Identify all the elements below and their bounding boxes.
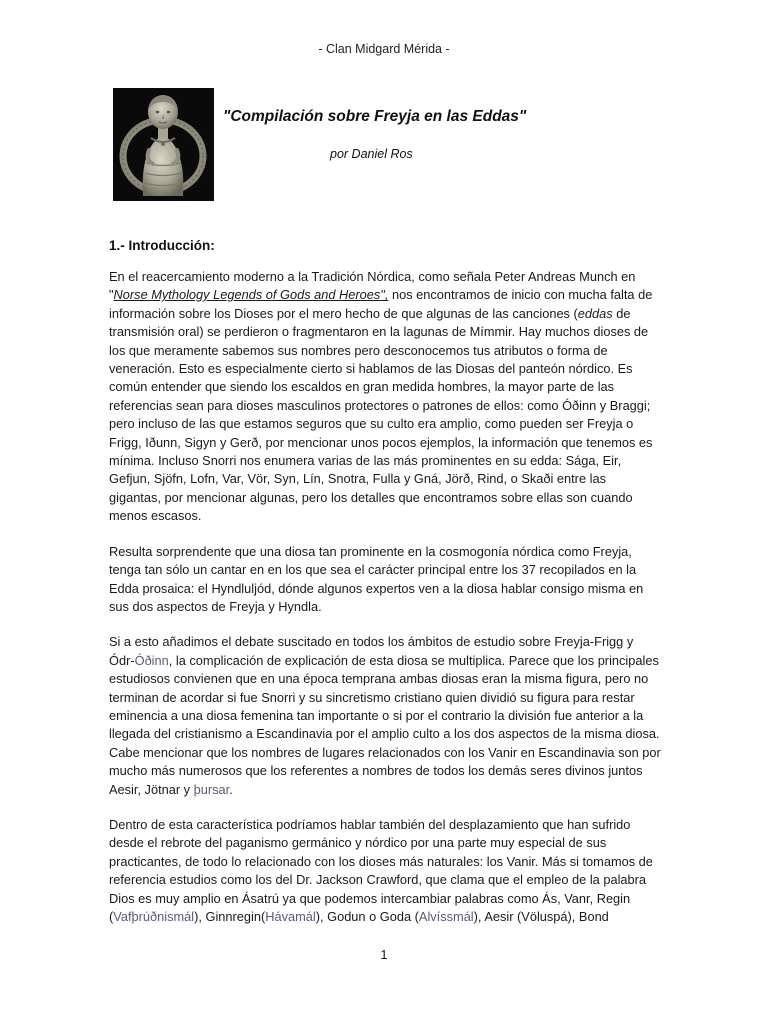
body-text xyxy=(109,268,661,943)
paragraph-3-text-b: , la complicación de explicación de esta diosa se multiplica. Parece que los principales estudiosos convienen que en una época temprana ambas diosas eran la misma figura, pero no terminan de acordar si fue Snorri y su sincretismo cristiano quien dividió su figura para restar eminencia a una diosa femenina tan importante o si por el contrario la división fue anterior a la llegada del cristianismo a Escandinavia por el amplio culto a los dos aspectos de la misma diosa. Cabe mencionar que los nombres de lugares relacionados con los Vanir en Escandinavia son por mucho más numerosos que los referentes a nombres de todos los demás seres divinos juntos Aesir, Jötnar y xyxy=(109,652,661,797)
running-header: - Clan Midgard Mérida - xyxy=(318,42,450,56)
document-title: "Compilación sobre Freyja en las Eddas" xyxy=(223,108,527,125)
book-title-link[interactable]: Norse Mythology Legends of Gods and Heroes", xyxy=(113,287,389,303)
odinn-link[interactable]: Óðinn xyxy=(134,652,169,668)
freyja-statuette-photo xyxy=(113,88,214,201)
havamal-link[interactable]: Hávamál xyxy=(265,909,316,924)
section-heading: 1.- Introducción: xyxy=(109,238,215,253)
paragraph-1 xyxy=(109,268,661,526)
thursar-link[interactable]: þursar xyxy=(193,781,230,797)
paragraph-1-text-b: nos encontramos de inicio con mucha falta de información sobre los Dioses por el mero hecho de que algunas de las canciones ( xyxy=(109,287,653,321)
paragraph-4-text-a: Dentro de esta característica podríamos hablar también del desplazamiento que han sufrido desde el rebrote del paganismo germánico y nórdico por una parte muy especial de sus practicantes, de todo lo relacionado con los dioses más naturales: los Vanir. Más si tomamos de referencia estudios como los del Dr. Jackson Crawford, que clama que el empleo de la palabra Dios es muy amplio en Ásatrú ya que podemos intercambiar palabras como Ás, Vanr, Regin ( xyxy=(109,816,653,924)
paragraph-4-text-b: ), Ginnregin( xyxy=(194,909,266,924)
paragraph-4 xyxy=(109,816,661,926)
paragraph-3 xyxy=(109,633,661,799)
page-number: 1 xyxy=(380,948,388,962)
paragraph-1-text-c: de transmisión oral) se perdieron o fragmentaron en la lagunas de Mímmir. Hay muchos dioses de los que meramente sabemos sus nombres pero desconocemos tus atributos o forma de veneración. Esto es especialmente cierto si hablamos de las Diosas del panteón nórdico. Es común entender que siendo los escaldos en gran medida hombres, la mayor parte de las referencias sean para dioses masculinos protectores o patrones de ellos: como Óðinn y Braggi; pero incluso de las que estamos seguros que su culto era amplio, como pueden ser Freyja o Frigg, Iðunn, Sigyn y Gerð, por mencionar unos pocos ejemplos, la información que tenemos es mínima. Incluso Snorri nos enumera varias de las más prominentes en su edda: Sága, Eir, Gefjun, Sjöfn, Lofn, Var, Vör, Syn, Lín, Snotra, Fulla y Gná, Jörð, Rind, o Skaði entre las gigantas, por mencionar algunas, pero los detalles que encontramos sobre ellas son cuando menos escasos. xyxy=(109,305,653,524)
paragraph-3-text-a: Si a esto añadimos el debate suscitado en todos los ámbitos de estudio sobre Freyja-Frigg y Ódr- xyxy=(109,634,634,668)
alvissmal-link[interactable]: Alvíssmál xyxy=(418,909,474,924)
author-byline: por Daniel Ros xyxy=(330,147,413,161)
paragraph-4-text-d: ), Aesir (Völuspá), Bond xyxy=(473,909,609,924)
statuette-illustration xyxy=(113,88,214,201)
paragraph-4-text-c: ), Godun o Goda ( xyxy=(315,909,419,924)
paragraph-2: Resulta sorprendente que una diosa tan prominente en la cosmogonía nórdica como Freyja, tenga tan sólo un cantar en en los que sea el carácter principal entre los 37 recopilados en la Edda prosaica: el Hyndluljód, dónde algunos expertos ven a la diosa hablar consigo misma en sus dos aspectos de Freyja y Hyndla. xyxy=(109,543,644,614)
eddas-italic: eddas xyxy=(577,305,613,321)
paragraph-1-text-a: En el reacercamiento moderno a la Tradición Nórdica, como señala Peter Andreas Munch en " xyxy=(109,269,636,303)
vafthrudnismal-link[interactable]: Vafþrúðnismál xyxy=(113,909,195,924)
paragraph-3-text-c: . xyxy=(229,781,233,797)
